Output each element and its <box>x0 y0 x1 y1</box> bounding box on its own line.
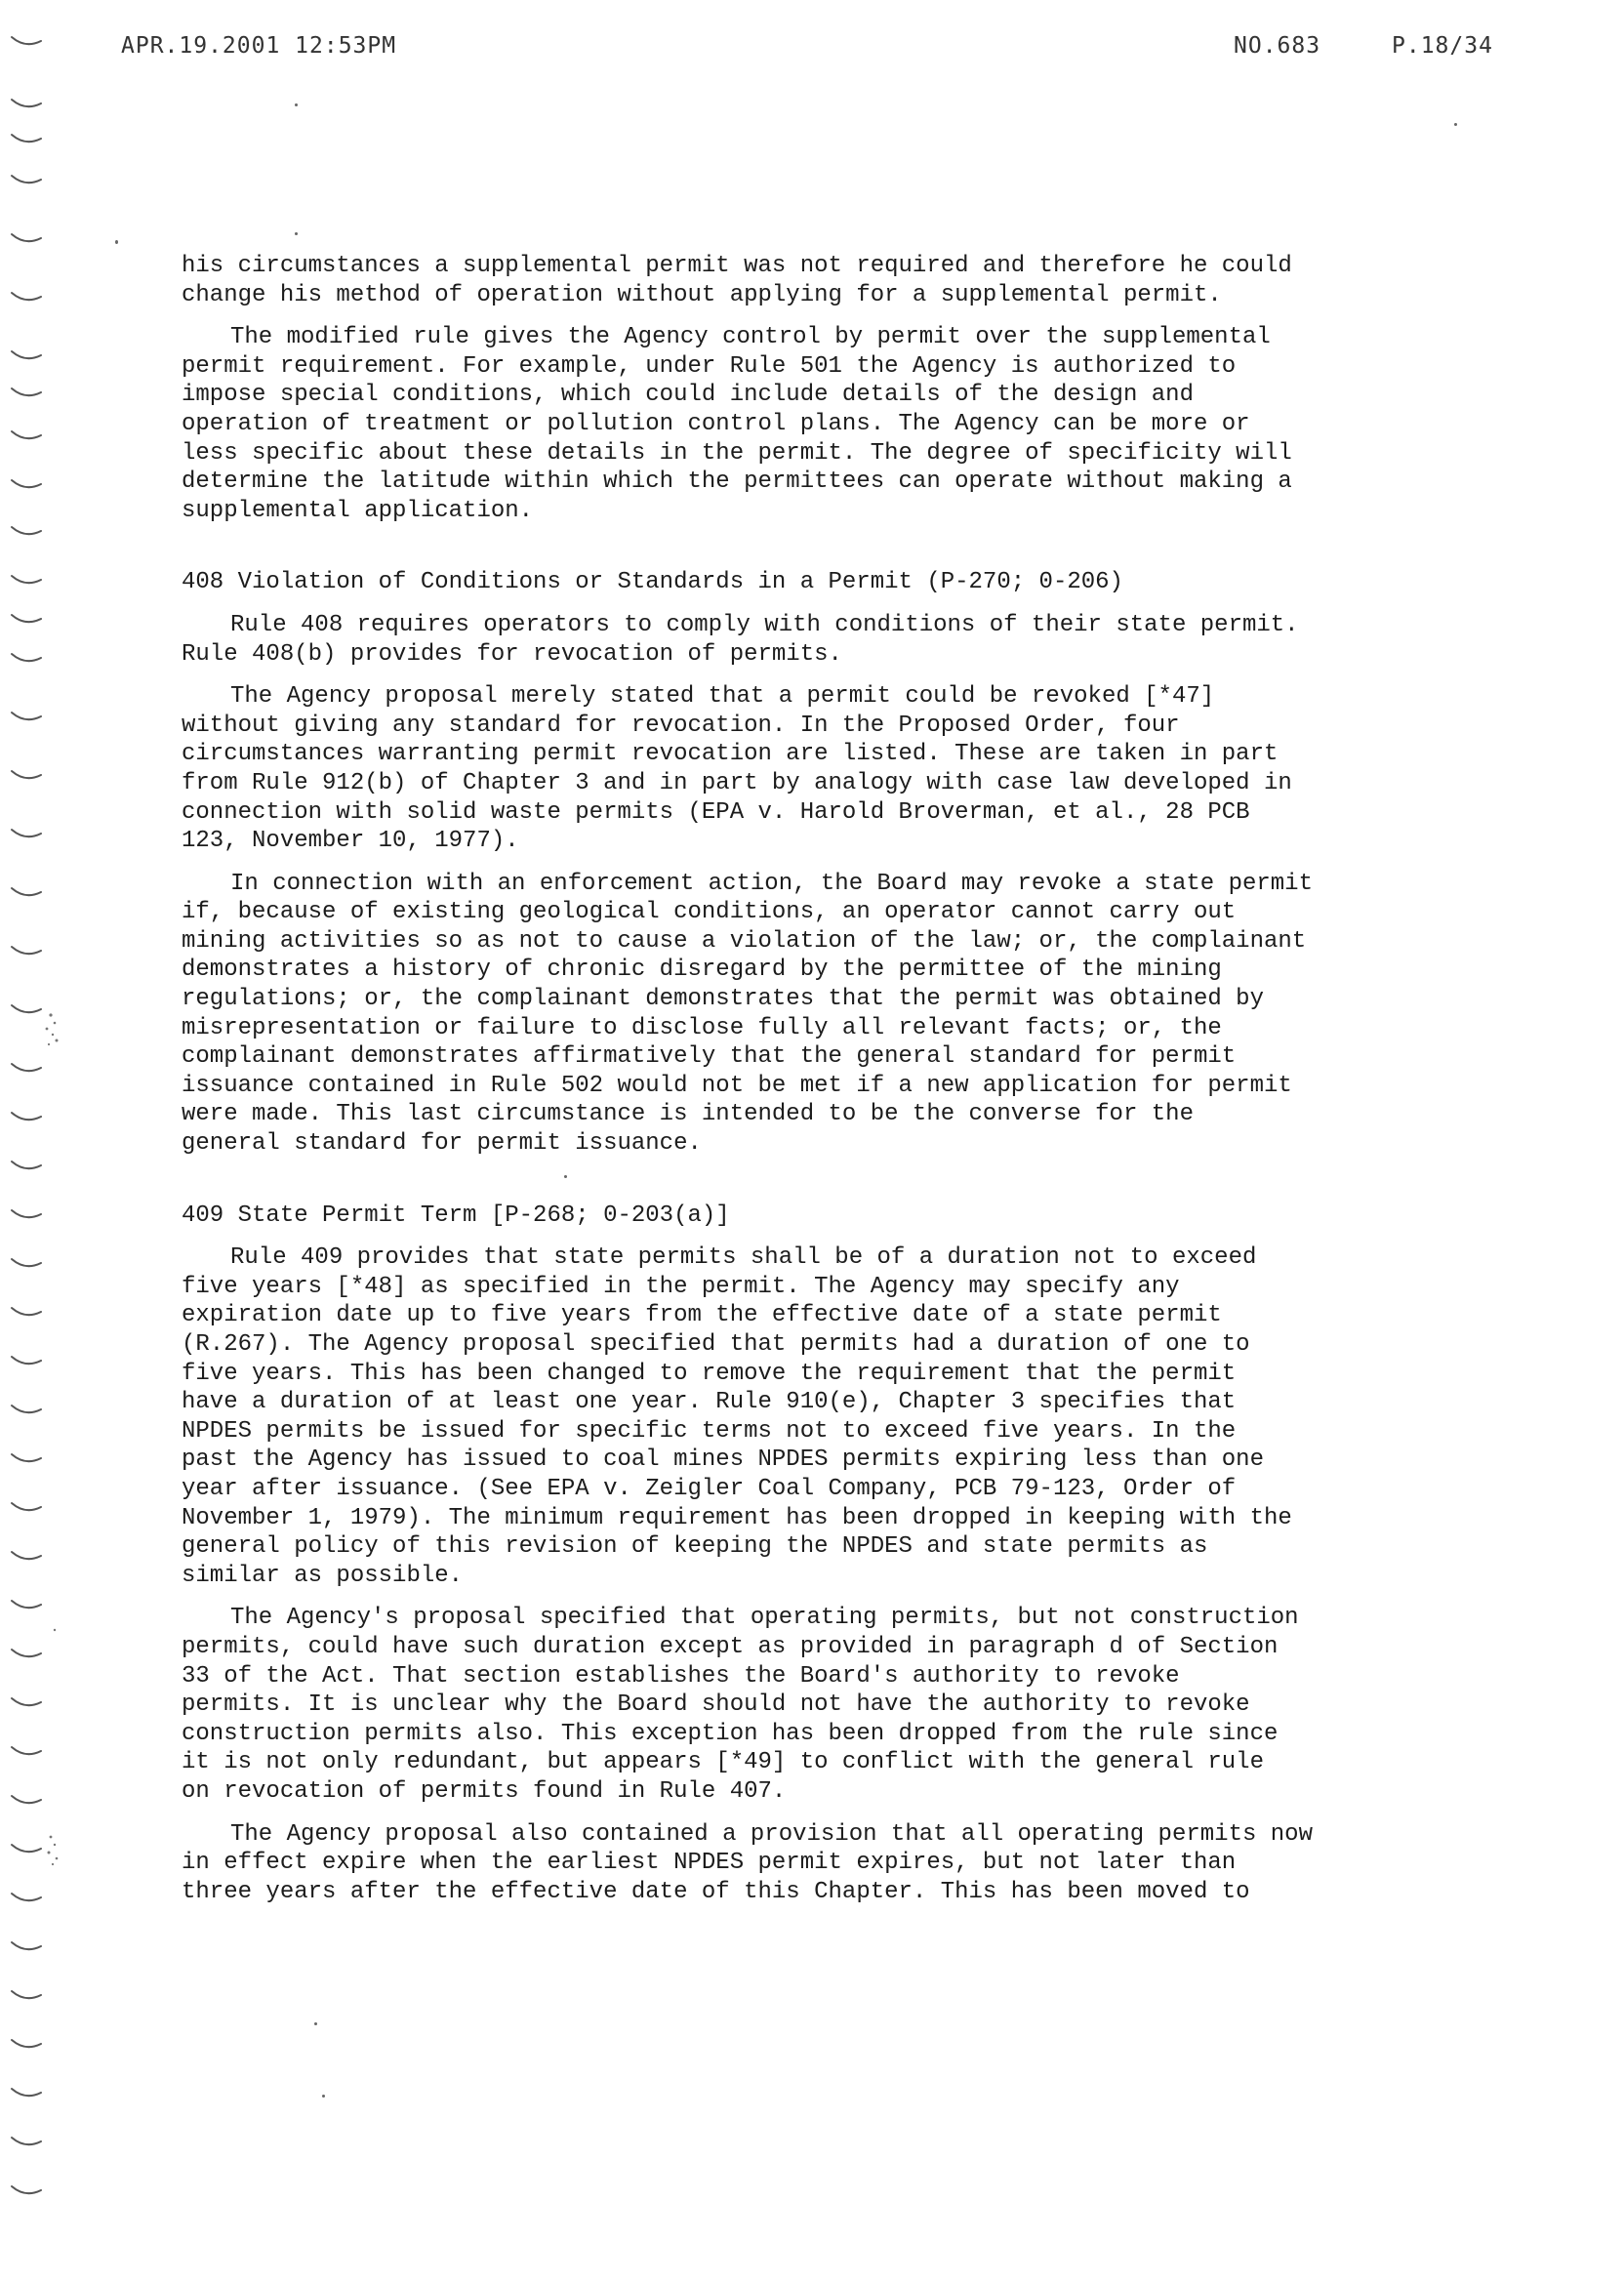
paragraph: his circumstances a supplemental permit was not required and therefore he could change his method of operation without applying for a supplemental permit. <box>182 253 1292 308</box>
paragraph: Rule 409 provides that state permits shall be of a duration not to exceed five years [*48] as specified in the permit. The Agency may specify any expiration date up to five years from the effective date of a state permit (R.267). The Agency proposal specified that permits had a duration of one to five years. This has been changed to remove the requirement that the permit have a duration of at least one year. Rule 910(e), Chapter 3 specifies that NPDES permits be issued for specific terms not to exceed five years. In the past the Agency has issued to coal mines NPDES permits expiring less than one year after issuance. (See EPA v. Zeigler Coal Company, PCB 79-123, Order of November 1, 1979). The minimum requirement has been dropped in keeping with the general policy of this revision of keeping the NPDES and state permits as similar as possible. <box>182 1244 1292 1589</box>
scan-speck <box>295 103 298 106</box>
section-heading-409: 409 State Permit Term [P-268; 0-203(a)] <box>182 1202 730 1229</box>
paragraph: The Agency proposal also contained a provision that all operating permits now in effect expire when the earliest NPDES permit expires, but not later than three years after the effective date of this Chapter. This has been moved to <box>182 1820 1313 1905</box>
scan-speck <box>295 232 298 235</box>
fax-number: NO.683 <box>1234 33 1321 59</box>
scan-speck <box>1454 123 1457 126</box>
paragraph: The Agency proposal merely stated that a permit could be revoked [*47] without giving any standard for revocation. In the Proposed Order, four circumstances warranting permit revocation are listed. These are taken in part from Rule 912(b) of Chapter 3 and in part by analogy with case law developed in connection with solid waste permits (EPA v. Harold Broverman, et al., 28 PCB 123, November 10, 1977). <box>182 683 1292 855</box>
scan-speck <box>115 240 118 244</box>
document-body <box>182 252 1489 1920</box>
scan-speck <box>322 2095 325 2098</box>
scan-speck <box>314 2022 317 2025</box>
section-heading-408: 408 Violation of Conditions or Standards in a Permit (P-270; 0-206) <box>182 569 1123 596</box>
paragraph: The Agency's proposal specified that operating permits, but not construction permits, could have such duration except as provided in paragraph d of Section 33 of the Act. That section establishes the Board's authority to revoke permits. It is unclear why the Board should not have the authority to revoke construction permits also. This exception has been dropped from the rule since it is not only redundant, but appears [*49] to conflict with the general rule on revocation of permits found in Rule 407. <box>182 1605 1299 1805</box>
paragraph: The modified rule gives the Agency control by permit over the supplemental permit requirement. For example, under Rule 501 the Agency is authorized to impose special conditions, which could include details of the design and operation of treatment or pollution control plans. The Agency can be more or less specific about these details in the permit. The degree of specificity will determine the latitude within which the permittees can operate without making a supplemental application. <box>182 324 1292 524</box>
fax-header <box>121 33 1536 68</box>
paragraph: In connection with an enforcement action, the Board may revoke a state permit if, because of existing geological conditions, an operator cannot carry out mining activities so as not to cause a violation of the law; or, the complainant demonstrates a history of chronic disregard by the permittee of the mining regulations; or, the complainant demonstrates that the permit was obtained by misrepresentation or failure to disclose fully all relevant facts; or, the complainant demonstrates affirmatively that the general standard for permit issuance contained in Rule 502 would not be met if a new application for permit were made. This last circumstance is intended to be the converse for the general standard for permit issuance. <box>182 870 1313 1158</box>
binding-marks <box>6 29 59 2235</box>
paragraph: Rule 408 requires operators to comply with conditions of their state permit. Rule 408(b) provides for revocation of permits. <box>182 611 1299 668</box>
fax-page-number: P.18/34 <box>1392 33 1493 59</box>
fax-date-time: APR.19.2001 12:53PM <box>121 33 397 59</box>
